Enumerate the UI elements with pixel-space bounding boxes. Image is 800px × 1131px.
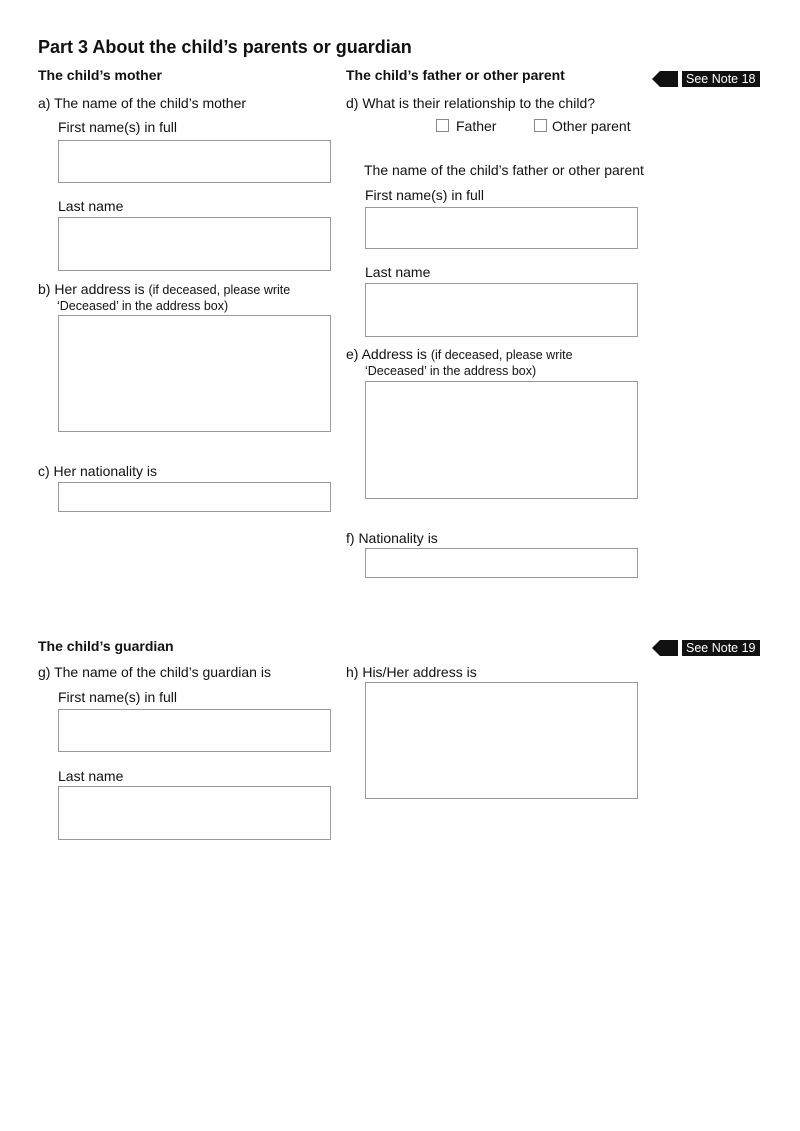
guardian-first-name-field[interactable] xyxy=(58,709,331,752)
father-heading: The child’s father or other parent xyxy=(346,67,565,83)
mother-first-name-field[interactable] xyxy=(58,140,331,183)
guardian-address-label: h) His/Her address is xyxy=(346,664,477,680)
father-first-name-field[interactable] xyxy=(365,207,638,249)
relationship-question: d) What is their relationship to the child? xyxy=(346,95,596,111)
guardian-heading: The child’s guardian xyxy=(38,638,174,654)
arrow-left-icon xyxy=(652,71,660,87)
badge-bar xyxy=(660,640,678,656)
mother-address-label-note: (if deceased, please write xyxy=(148,283,291,297)
arrow-left-icon xyxy=(652,640,660,656)
father-address-label-main: e) Address is xyxy=(346,346,431,362)
father-last-name-field[interactable] xyxy=(365,283,638,337)
see-note-18-badge[interactable] xyxy=(652,71,760,87)
mother-address-label xyxy=(38,281,290,314)
mother-address-label-main: b) Her address is xyxy=(38,281,149,297)
guardian-last-name-field[interactable] xyxy=(58,786,331,840)
page-title: Part 3 About the child’s parents or guardian xyxy=(38,37,412,57)
father-nationality-label: f) Nationality is xyxy=(346,530,438,546)
father-address-label xyxy=(346,346,573,379)
father-address-label-note: (if deceased, please write xyxy=(430,348,573,362)
father-address-label-note-2: ‘Deceased’ in the address box) xyxy=(365,364,537,378)
father-option-label: Father xyxy=(456,118,497,134)
guardian-first-name-label: First name(s) in full xyxy=(58,689,178,705)
father-address-field[interactable] xyxy=(365,381,638,499)
father-last-name-label: Last name xyxy=(365,264,431,280)
mother-first-name-label: First name(s) in full xyxy=(58,119,178,135)
mother-address-field[interactable] xyxy=(58,315,331,432)
father-first-name-label: First name(s) in full xyxy=(365,187,485,203)
mother-name-label: a) The name of the child’s mother xyxy=(38,95,247,111)
badge-bar xyxy=(660,71,678,87)
mother-nationality-label: c) Her nationality is xyxy=(38,463,158,479)
father-checkbox[interactable] xyxy=(436,119,449,132)
see-note-19-label: See Note 19 xyxy=(682,640,760,656)
mother-nationality-field[interactable] xyxy=(58,482,331,512)
mother-heading: The child’s mother xyxy=(38,67,162,83)
father-name-heading: The name of the child’s father or other parent xyxy=(364,162,644,178)
mother-last-name-label: Last name xyxy=(58,198,124,214)
guardian-last-name-label: Last name xyxy=(58,768,124,784)
other-parent-option-label: Other parent xyxy=(552,118,631,134)
guardian-name-label: g) The name of the child’s guardian is xyxy=(38,664,271,680)
see-note-19-badge[interactable] xyxy=(652,640,760,656)
see-note-18-label: See Note 18 xyxy=(682,71,760,87)
other-parent-checkbox[interactable] xyxy=(534,119,547,132)
guardian-address-field[interactable] xyxy=(365,682,638,799)
father-nationality-field[interactable] xyxy=(365,548,638,578)
mother-address-label-note-2: ‘Deceased’ in the address box) xyxy=(57,299,229,313)
mother-last-name-field[interactable] xyxy=(58,217,331,271)
